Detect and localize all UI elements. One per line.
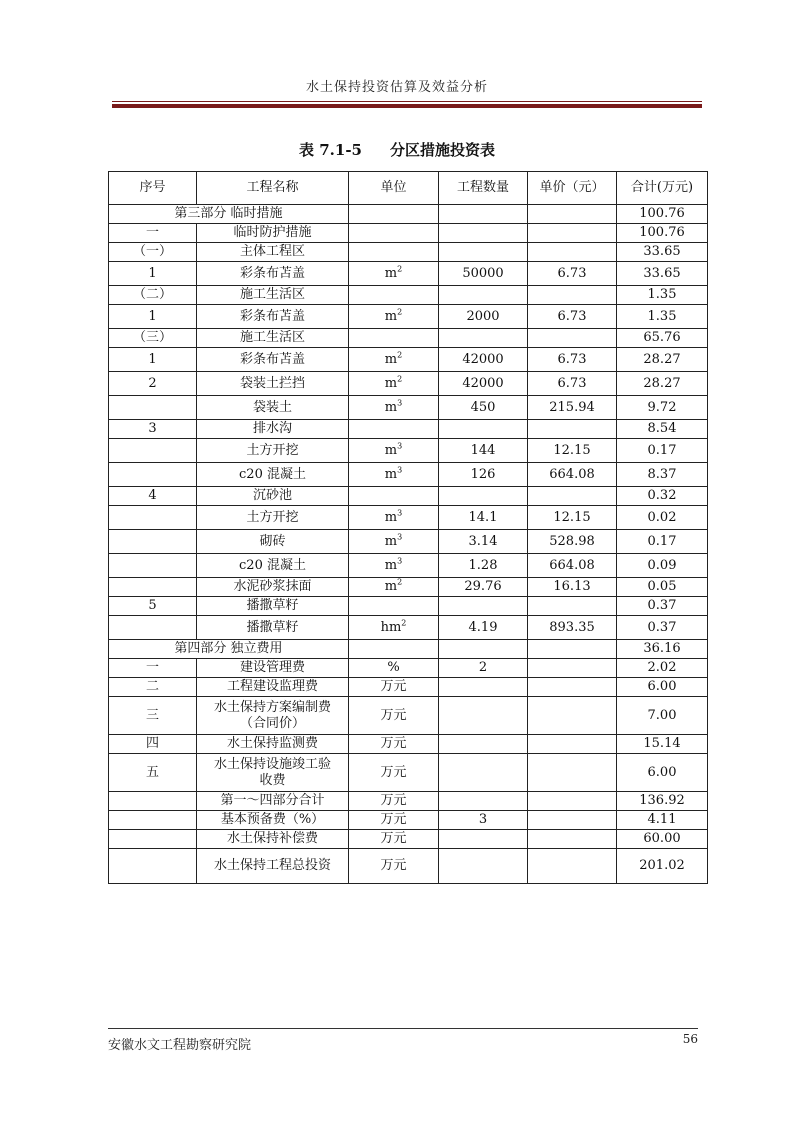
cell-total: 15.14 [617, 735, 708, 754]
cell-name: 播撒草籽 [197, 597, 349, 616]
cell-total: 1.35 [617, 286, 708, 305]
cell-name: 彩条布苫盖 [197, 348, 349, 372]
cell-qty [439, 243, 528, 262]
cell-price [528, 205, 617, 224]
cell-unit [349, 224, 439, 243]
col-header-qty: 工程数量 [439, 172, 528, 205]
cell-total: 0.32 [617, 487, 708, 506]
unit-base: m [384, 579, 398, 594]
table-body [109, 205, 708, 884]
cell-unit [349, 659, 439, 678]
cell-price: 6.73 [528, 348, 617, 372]
cell-total: 1.35 [617, 305, 708, 329]
cell-price: 528.98 [528, 530, 617, 554]
cell-name: 土方开挖 [197, 506, 349, 530]
cell-price [528, 830, 617, 849]
table-row [109, 487, 708, 506]
cell-total: 65.76 [617, 329, 708, 348]
cell-unit [349, 348, 439, 372]
cell-no: 四 [109, 735, 197, 754]
cell-price: 664.08 [528, 554, 617, 578]
cell-name: 基本预备费（%） [197, 811, 349, 830]
table-row [109, 372, 708, 396]
cell-price: 6.73 [528, 262, 617, 286]
cell-price [528, 420, 617, 439]
cell-total: 36.16 [617, 640, 708, 659]
cell-no: 1 [109, 305, 197, 329]
cell-unit [349, 487, 439, 506]
unit-base: 万元 [380, 707, 407, 723]
unit-base: m [384, 308, 398, 324]
table-row [109, 678, 708, 697]
cell-qty [439, 487, 528, 506]
cell-unit [349, 439, 439, 463]
cell-no: 1 [109, 348, 197, 372]
page-number: 56 [682, 1032, 698, 1046]
cell-no [109, 554, 197, 578]
cell-name: 第一～四部分合计 [197, 792, 349, 811]
cell-qty: 29.76 [439, 578, 528, 597]
cell-price [528, 659, 617, 678]
table-row [109, 463, 708, 487]
cell-qty [439, 849, 528, 884]
cell-no [109, 811, 197, 830]
table-title [0, 139, 794, 160]
cell-price: 12.15 [528, 506, 617, 530]
cell-name: 工程建设监理费 [197, 678, 349, 697]
cell-unit [349, 849, 439, 884]
cell-name: 袋装土 [197, 396, 349, 420]
cell-name: 水泥砂浆抹面 [197, 578, 349, 597]
cell-total: 201.02 [617, 849, 708, 884]
cell-qty: 14.1 [439, 506, 528, 530]
cell-unit [349, 506, 439, 530]
cell-total: 8.54 [617, 420, 708, 439]
unit-base: m [384, 533, 398, 549]
cell-total: 9.72 [617, 396, 708, 420]
cell-no: 三 [109, 697, 197, 735]
table-row [109, 554, 708, 578]
table-row [109, 754, 708, 792]
cell-price: 16.13 [528, 578, 617, 597]
cell-price: 12.15 [528, 439, 617, 463]
running-header: 水土保持投资估算及效益分析 [305, 80, 488, 95]
cell-unit [349, 530, 439, 554]
cell-price: 215.94 [528, 396, 617, 420]
cell-qty: 1.28 [439, 554, 528, 578]
cell-name: 主体工程区 [197, 243, 349, 262]
cell-total: 8.37 [617, 463, 708, 487]
col-header-unit: 单位 [349, 172, 439, 205]
cell-total: 0.05 [617, 578, 708, 597]
cell-price [528, 329, 617, 348]
cell-no: 2 [109, 372, 197, 396]
col-header-total: 合计(万元) [617, 172, 708, 205]
unit-exponent: 3 [397, 508, 403, 518]
unit-exponent: 3 [397, 441, 403, 451]
cell-price [528, 487, 617, 506]
cell-unit [349, 792, 439, 811]
cell-no: 一 [109, 659, 197, 678]
cell-qty: 4.19 [439, 616, 528, 640]
cell-no [109, 463, 197, 487]
header-rule-thick [112, 104, 702, 108]
col-header-price: 单价（元） [528, 172, 617, 205]
cell-no: 5 [109, 597, 197, 616]
unit-exponent: 2 [397, 374, 403, 384]
table-row [109, 286, 708, 305]
cell-name: 沉砂池 [197, 487, 349, 506]
cell-qty [439, 597, 528, 616]
unit-exponent: 3 [397, 465, 403, 475]
cell-qty: 2 [439, 659, 528, 678]
footer-rule [108, 1028, 698, 1029]
cell-no: 3 [109, 420, 197, 439]
cell-unit [349, 262, 439, 286]
col-header-no: 序号 [109, 172, 197, 205]
cell-no: 五 [109, 754, 197, 792]
cell-qty: 42000 [439, 372, 528, 396]
unit-exponent: 2 [401, 618, 407, 628]
table-row [109, 697, 708, 735]
cell-unit [349, 243, 439, 262]
table-row [109, 420, 708, 439]
cell-no [109, 578, 197, 597]
cell-no [109, 849, 197, 884]
cell-total: 0.09 [617, 554, 708, 578]
cell-no [109, 530, 197, 554]
cell-price [528, 697, 617, 735]
cell-unit [349, 697, 439, 735]
cell-name: 临时防护措施 [197, 224, 349, 243]
table-row [109, 396, 708, 420]
cell-qty [439, 420, 528, 439]
cell-unit [349, 286, 439, 305]
unit-base: 万元 [380, 812, 407, 827]
cell-name: 彩条布苫盖 [197, 305, 349, 329]
cell-no: 1 [109, 262, 197, 286]
cell-unit [349, 205, 439, 224]
unit-base: 万元 [380, 793, 407, 808]
cell-total: 0.37 [617, 616, 708, 640]
table-row [109, 597, 708, 616]
cell-total: 7.00 [617, 697, 708, 735]
unit-exponent: 2 [397, 350, 403, 360]
cell-price [528, 754, 617, 792]
table-row [109, 243, 708, 262]
col-header-name: 工程名称 [197, 172, 349, 205]
unit-exponent: 3 [397, 398, 403, 408]
table-row [109, 640, 708, 659]
cell-no [109, 506, 197, 530]
unit-exponent: 2 [397, 264, 403, 274]
table-name: 分区措施投资表 [389, 141, 495, 159]
cell-no [109, 830, 197, 849]
table-row [109, 659, 708, 678]
cell-total: 28.27 [617, 372, 708, 396]
cell-name: 水土保持补偿费 [197, 830, 349, 849]
unit-base: 万元 [380, 858, 407, 873]
cell-no: 一 [109, 224, 197, 243]
cell-unit [349, 597, 439, 616]
cell-price: 6.73 [528, 372, 617, 396]
cell-qty [439, 678, 528, 697]
cell-total: 0.02 [617, 506, 708, 530]
table-row [109, 578, 708, 597]
cell-name: 砌砖 [197, 530, 349, 554]
cell-unit [349, 420, 439, 439]
cell-unit [349, 640, 439, 659]
unit-base: m [384, 351, 398, 367]
cell-qty [439, 754, 528, 792]
cell-name: 播撒草籽 [197, 616, 349, 640]
cell-qty [439, 697, 528, 735]
cell-price: 664.08 [528, 463, 617, 487]
cell-price [528, 640, 617, 659]
unit-base: m [384, 375, 398, 391]
cell-price [528, 597, 617, 616]
cell-qty [439, 224, 528, 243]
cell-qty [439, 329, 528, 348]
unit-exponent: 3 [397, 532, 403, 542]
cell-name: 水土保持工程总投资 [197, 849, 349, 884]
cell-qty: 450 [439, 396, 528, 420]
cell-name: 袋装土拦挡 [197, 372, 349, 396]
cell-total: 33.65 [617, 243, 708, 262]
cell-qty: 3 [439, 811, 528, 830]
cell-unit [349, 372, 439, 396]
cell-qty [439, 205, 528, 224]
cell-no [109, 616, 197, 640]
unit-base: 万元 [380, 831, 407, 846]
unit-base: m [384, 442, 398, 458]
cell-qty [439, 792, 528, 811]
unit-base: 万元 [380, 679, 407, 694]
cell-total: 100.76 [617, 224, 708, 243]
cell-name: 施工生活区 [197, 286, 349, 305]
cell-price [528, 224, 617, 243]
unit-base: 万元 [380, 764, 407, 780]
cell-qty [439, 830, 528, 849]
unit-exponent: 2 [397, 577, 403, 587]
cell-total: 60.00 [617, 830, 708, 849]
cell-qty: 126 [439, 463, 528, 487]
cell-qty [439, 735, 528, 754]
table-row [109, 262, 708, 286]
cell-total: 2.02 [617, 659, 708, 678]
table-row [109, 224, 708, 243]
table-row [109, 305, 708, 329]
cell-price: 893.35 [528, 616, 617, 640]
cell-name: 排水沟 [197, 420, 349, 439]
unit-base: m [384, 265, 398, 281]
cell-total: 136.92 [617, 792, 708, 811]
section-label: 第四部分 独立费用 [109, 640, 349, 659]
cell-total: 33.65 [617, 262, 708, 286]
cell-price: 6.73 [528, 305, 617, 329]
cell-qty: 3.14 [439, 530, 528, 554]
cell-qty: 50000 [439, 262, 528, 286]
cell-total: 6.00 [617, 678, 708, 697]
header-rule-thin [112, 101, 702, 102]
cell-unit [349, 830, 439, 849]
cell-total: 6.00 [617, 754, 708, 792]
cell-name: 水土保持方案编制费 （合同价） [197, 697, 349, 735]
cell-total: 4.11 [617, 811, 708, 830]
cell-price [528, 792, 617, 811]
unit-exponent: 3 [397, 556, 403, 566]
table-number: 表 7.1-5 [299, 141, 362, 159]
cell-total: 0.17 [617, 439, 708, 463]
cell-no: （一） [109, 243, 197, 262]
cell-price [528, 678, 617, 697]
cell-total: 28.27 [617, 348, 708, 372]
table-header-row [109, 172, 708, 205]
cell-no: （三） [109, 329, 197, 348]
cell-qty: 2000 [439, 305, 528, 329]
cell-unit [349, 578, 439, 597]
cell-name: c20 混凝土 [197, 463, 349, 487]
cell-total: 100.76 [617, 205, 708, 224]
cell-unit [349, 396, 439, 420]
cell-total: 0.17 [617, 530, 708, 554]
table-row [109, 849, 708, 884]
cell-no: （二） [109, 286, 197, 305]
cell-unit [349, 811, 439, 830]
cell-price [528, 286, 617, 305]
table-row [109, 506, 708, 530]
cell-name: 建设管理费 [197, 659, 349, 678]
cell-no [109, 439, 197, 463]
cell-unit [349, 678, 439, 697]
unit-exponent: 2 [397, 307, 403, 317]
unit-base: 万元 [380, 736, 407, 751]
cell-qty: 42000 [439, 348, 528, 372]
cell-price [528, 735, 617, 754]
cell-no: 4 [109, 487, 197, 506]
cell-unit [349, 329, 439, 348]
unit-base: hm [380, 619, 402, 635]
table-row [109, 348, 708, 372]
cell-name: 水土保持设施竣工验 收费 [197, 754, 349, 792]
cell-no [109, 396, 197, 420]
unit-base: % [387, 660, 400, 675]
cell-name: 彩条布苫盖 [197, 262, 349, 286]
cell-qty [439, 286, 528, 305]
cell-unit [349, 735, 439, 754]
unit-base: m [384, 557, 398, 573]
cell-price [528, 849, 617, 884]
cell-name: c20 混凝土 [197, 554, 349, 578]
cell-unit [349, 554, 439, 578]
table-row [109, 792, 708, 811]
cell-name: 施工生活区 [197, 329, 349, 348]
cell-price [528, 811, 617, 830]
table-row [109, 205, 708, 224]
unit-base: m [384, 509, 398, 525]
cell-qty: 144 [439, 439, 528, 463]
table-row [109, 616, 708, 640]
table-row [109, 735, 708, 754]
footer-institute: 安徽水文工程勘察研究院 [108, 1038, 252, 1053]
cell-qty [439, 640, 528, 659]
cell-unit [349, 616, 439, 640]
cell-no [109, 792, 197, 811]
cell-price [528, 243, 617, 262]
table-row [109, 811, 708, 830]
cell-total: 0.37 [617, 597, 708, 616]
table-row [109, 830, 708, 849]
table-row [109, 439, 708, 463]
unit-base: m [384, 399, 398, 415]
cell-unit [349, 305, 439, 329]
cell-unit [349, 754, 439, 792]
investment-table [108, 171, 708, 884]
cell-unit [349, 463, 439, 487]
cell-name: 土方开挖 [197, 439, 349, 463]
table-row [109, 530, 708, 554]
cell-no: 二 [109, 678, 197, 697]
section-label: 第三部分 临时措施 [109, 205, 349, 224]
unit-base: m [384, 466, 398, 482]
cell-name: 水土保持监测费 [197, 735, 349, 754]
table-row [109, 329, 708, 348]
